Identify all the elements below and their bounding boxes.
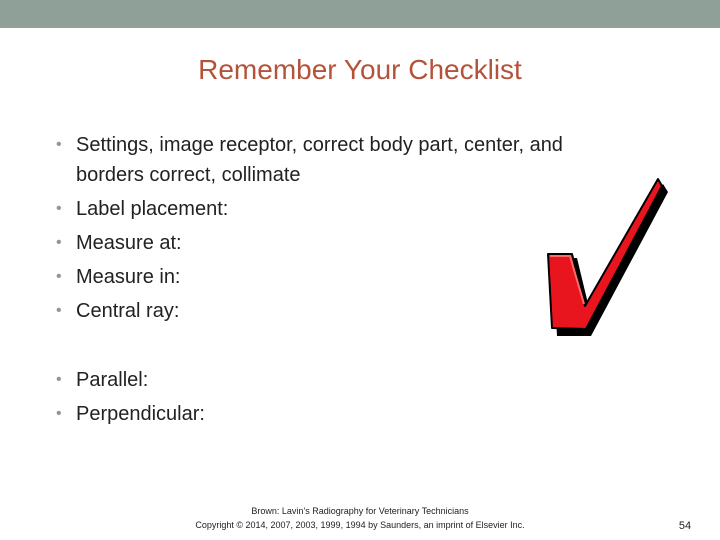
- page-number: 54: [678, 520, 692, 532]
- footer-line: Copyright © 2014, 2007, 2003, 1999, 1994 by Saunders, an imprint of Elsevier Inc.: [195, 520, 525, 530]
- bullet-text: Label placement:: [76, 198, 229, 220]
- bullet-dot: •: [56, 405, 62, 422]
- bullet-dot: •: [56, 371, 62, 388]
- bullet-text: Perpendicular:: [76, 403, 205, 425]
- bullet-list-secondary: [56, 363, 636, 431]
- bullet-text: Settings, image receptor, correct body part, center, and borders correct, collimate: [76, 134, 563, 186]
- slide-title: Remember Your Checklist: [198, 54, 522, 85]
- bullet-item: [56, 363, 636, 397]
- bullet-dot: •: [56, 302, 62, 319]
- bullet-text: Parallel:: [76, 369, 149, 391]
- bullet-dot: •: [56, 200, 62, 217]
- bullet-text: Measure at:: [76, 232, 182, 254]
- bullet-dot: •: [56, 136, 62, 153]
- bullet-text: Measure in:: [76, 266, 181, 288]
- top-bar: [0, 0, 720, 28]
- bullet-text: Central ray:: [76, 300, 180, 322]
- red-checkmark-icon: [540, 176, 670, 342]
- bullet-dot: •: [56, 268, 62, 285]
- bullet-item: [56, 397, 636, 431]
- bullet-dot: •: [56, 234, 62, 251]
- footer-line: Brown: Lavin’s Radiography for Veterinary Technicians: [251, 506, 469, 516]
- footer-citation: [150, 504, 570, 532]
